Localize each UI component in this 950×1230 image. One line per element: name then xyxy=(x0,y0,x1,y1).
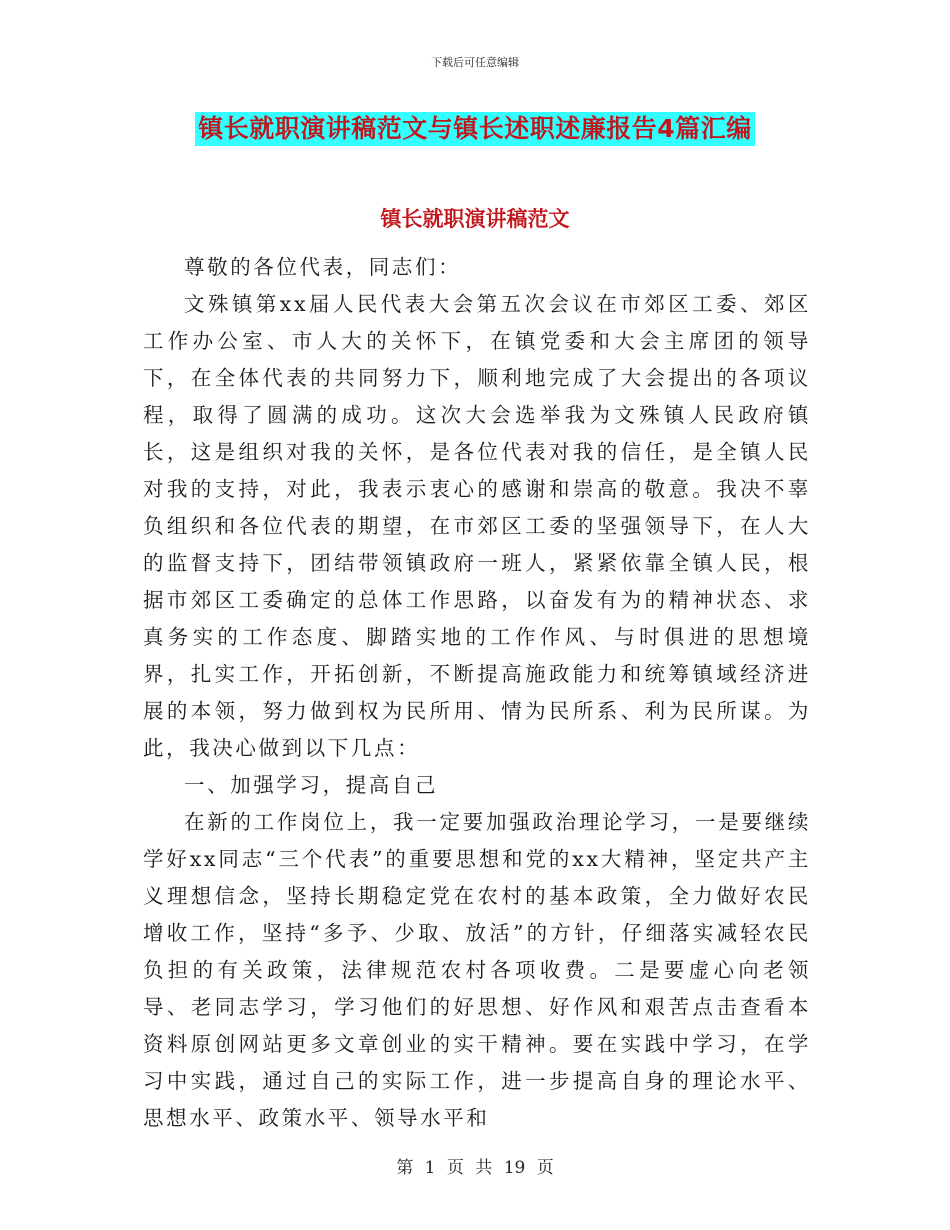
document-title-text: 镇长就职演讲稿范文与镇长述职述廉报告4篇汇编 xyxy=(195,112,754,146)
body-paragraph: 在新的工作岗位上，我一定要加强政治理论学习，一是要继续学好xx同志“三个代表”的重要思想和党的xx大精神，坚定共产主义理想信念，坚持长期稳定党在农村的基本政策，全力做好农民增收工作，坚持“多予、少取、放活”的方针，仔细落实减轻农民负担的有关政策，法律规范农村各项收费。二是要虚心向老领导、老同志学习，学习他们的好思想、好作风和艰苦点击查看本资料原创网站更多文章创业的实干精神。要在实践中学习，在学习中实践，通过自己的实际工作，进一步提高自身的理论水平、思想水平、政策水平、领导水平和 xyxy=(143,810,811,1130)
page-header: 下载后可任意编辑 xyxy=(431,56,519,69)
document-title xyxy=(0,112,950,146)
salutation-paragraph: 尊敬的各位代表，同志们： xyxy=(184,255,462,279)
document-body xyxy=(143,249,811,1137)
section-title: 镇长就职演讲稿范文 xyxy=(380,207,570,231)
body-paragraph: 文殊镇第xx届人民代表大会第五次会议在市郊区工委、郊区工作办公室、市人大的关怀下，在镇党委和大会主席团的领导下，在全体代表的共同努力下，顺利地完成了大会提出的各项议程，取得了圆满的成功。这次大会选举我为文殊镇人民政府镇长，这是组织对我的关怀，是各位代表对我的信任，是全镇人民对我的支持，对此，我表示衷心的感谢和崇高的敬意。我决不辜负组织和各位代表的期望，在市郊区工委的坚强领导下，在人大的监督支持下，团结带领镇政府一班人，紧紧依靠全镇人民，根据市郊区工委确定的总体工作思路，以奋发有为的精神状态、求真务实的工作态度、脚踏实地的工作作风、与时俱进的思想境界，扎实工作，开拓创新，不断提高施政能力和统筹镇域经济进展的本领，努力做到权为民所用、情为民所系、利为民所谋。为此，我决心做到以下几点： xyxy=(143,292,811,760)
page-footer: 第 1 页 共 19 页 xyxy=(396,1158,554,1178)
section-heading: 一、加强学习，提高自己 xyxy=(184,773,439,797)
